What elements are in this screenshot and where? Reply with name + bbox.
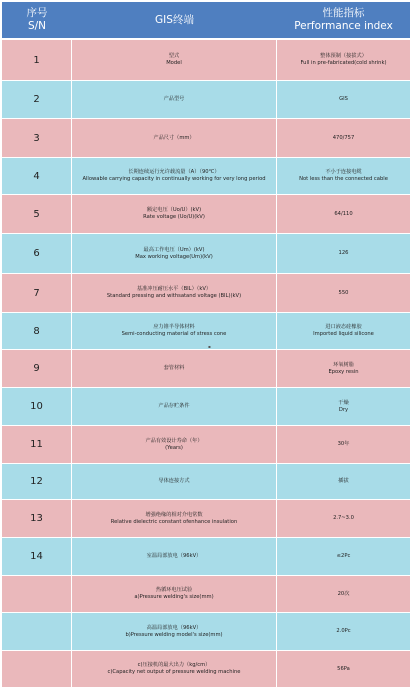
row-value <box>277 195 410 233</box>
value-line-1: 470/757 <box>332 134 355 141</box>
row-value <box>277 350 410 387</box>
item-en: Allowable carrying capacity in continually working for very long period <box>82 176 266 182</box>
row-item <box>72 313 277 349</box>
value-line-1: 550 <box>338 289 349 296</box>
table-header <box>2 2 410 38</box>
row-number: 4 <box>2 158 72 194</box>
value-line-1: ≤2Pc <box>336 553 351 559</box>
item-en: Model <box>166 60 182 66</box>
row-item <box>72 350 277 387</box>
row-value <box>277 158 410 194</box>
item-cn: 导体连接方式 <box>158 478 190 484</box>
value-line-1: 126 <box>338 250 349 256</box>
row-item <box>72 388 277 425</box>
header-item <box>72 2 277 38</box>
row-item <box>72 274 277 312</box>
table-row <box>2 463 410 499</box>
row-number: 5 <box>2 195 72 233</box>
row-value <box>277 40 410 80</box>
item-en: Semi-conducting material of stress cone <box>121 331 227 337</box>
table-row <box>2 273 410 312</box>
row-number: 1 <box>2 40 72 80</box>
row-number <box>2 651 72 687</box>
row-number: 13 <box>2 500 72 537</box>
item-cn: 产品存贮条件 <box>158 403 190 409</box>
value-line-1: 30年 <box>337 441 350 447</box>
item-en: Max working voltage(Um)(kV) <box>135 253 213 260</box>
row-number <box>2 576 72 612</box>
value-line-2: Epoxy resin <box>328 368 359 375</box>
row-value <box>277 651 410 687</box>
table-row <box>2 118 410 157</box>
row-number: 8 <box>2 313 72 349</box>
row-item <box>72 234 277 273</box>
value-line-1: 插拔 <box>338 478 349 484</box>
value-line-1: GIS <box>339 96 348 102</box>
row-number <box>2 613 72 650</box>
item-en: a)Pressure welding's size(mm) <box>134 594 214 600</box>
item-en: b)Pressure welding model's size(mm) <box>125 631 223 638</box>
item-en: Standard pressing and withsatand voltage (BIL)(kV) <box>106 293 242 299</box>
value-line-2: Dry <box>338 406 349 413</box>
row-item <box>72 40 277 80</box>
table-body <box>2 39 410 687</box>
item-cn: 基准冲压耐压水平（BIL）（kV） <box>136 286 212 292</box>
header-sn-en: S/N <box>27 20 47 32</box>
row-value <box>277 538 410 575</box>
row-item <box>72 158 277 194</box>
table-row <box>2 387 410 425</box>
row-value <box>277 388 410 425</box>
row-value <box>277 576 410 612</box>
item-en: c)Capacity net output of pressure welding machine <box>107 669 241 675</box>
item-cn: 最高工作电压（Um）(kV) <box>143 246 205 253</box>
header-performance <box>277 2 410 38</box>
item-cn: 室温局部放电（96kV） <box>146 553 202 559</box>
row-item <box>72 538 277 575</box>
table-row <box>2 312 410 349</box>
value-line-1: 56Pa <box>337 665 350 672</box>
item-cn: 套管材料 <box>163 365 185 371</box>
row-item <box>72 119 277 157</box>
value-line-2: Full in pre-fabricated(cold shrink) <box>300 60 387 66</box>
value-line-1: 2.0Pc <box>336 628 351 634</box>
row-number: 10 <box>2 388 72 425</box>
table-row <box>2 157 410 194</box>
row-value <box>277 613 410 650</box>
table-row <box>2 575 410 612</box>
row-item <box>72 464 277 499</box>
table-row <box>2 650 410 687</box>
item-cn: 热循环电压试验 <box>155 587 193 593</box>
value-line-1: 干燥 <box>338 399 349 406</box>
row-number: 12 <box>2 464 72 499</box>
header-item-label: GIS终端 <box>155 13 194 26</box>
value-line-2: Imported liquid silicone <box>313 331 374 337</box>
row-value <box>277 313 410 349</box>
item-cn: 产品型号 <box>163 96 185 102</box>
row-item <box>72 576 277 612</box>
spec-table <box>2 2 410 675</box>
value-line-1: 64/110 <box>334 210 353 217</box>
row-value <box>277 500 410 537</box>
row-item <box>72 651 277 687</box>
table-row <box>2 80 410 118</box>
item-cn: 产品尺寸（mm） <box>153 134 195 141</box>
row-value <box>277 81 410 118</box>
row-item <box>72 426 277 463</box>
row-number: 6 <box>2 234 72 273</box>
row-value <box>277 274 410 312</box>
row-item <box>72 81 277 118</box>
value-line-1: 整体预制（接拔式） <box>320 53 367 59</box>
value-line-1: 环氧树脂 <box>333 361 354 368</box>
value-line-2: Not less than the connected cable <box>299 176 388 182</box>
item-cn: 额定电压（Uo/U）(kV) <box>146 207 202 213</box>
stray-dot: ▪ <box>208 344 211 349</box>
item-cn: 型式 <box>168 53 180 59</box>
value-line-1: 不小于连接电缆 <box>325 169 362 175</box>
table-row <box>2 425 410 463</box>
item-cn: 高温局部放电（96kV） <box>146 624 202 631</box>
row-number: 11 <box>2 426 72 463</box>
header-perf-en: Performance index <box>294 20 393 32</box>
item-cn: 产品有效设计寿命（年） <box>145 437 203 444</box>
item-en: Relative dielectric constant ofenhance insulation <box>110 518 238 525</box>
table-row <box>2 194 410 233</box>
header-perf-cn: 性能指标 <box>322 7 365 19</box>
table-row <box>2 612 410 650</box>
item-en: Rate voltage (Uo/U)(kV) <box>143 214 205 220</box>
row-number: 7 <box>2 274 72 312</box>
row-value <box>277 119 410 157</box>
header-sn-cn: 序号 <box>26 7 48 19</box>
header-sn <box>2 2 72 38</box>
row-number: 14 <box>2 538 72 575</box>
row-value <box>277 234 410 273</box>
row-item <box>72 613 277 650</box>
row-number: 2 <box>2 81 72 118</box>
row-number: 9 <box>2 350 72 387</box>
table-row <box>2 537 410 575</box>
item-cn: c)压接机的最大出力（kg/cm） <box>137 662 211 668</box>
table-row <box>2 233 410 273</box>
row-value <box>277 464 410 499</box>
row-item <box>72 500 277 537</box>
table-row <box>2 39 410 80</box>
item-cn: 长期连续运行允许载流量（A）（90℃） <box>128 169 220 175</box>
value-line-1: 2.7~3.0 <box>333 515 354 521</box>
table-row <box>2 349 410 387</box>
value-line-1: 20次 <box>337 590 350 597</box>
row-value <box>277 426 410 463</box>
item-cn: 应力锥半导体材料 <box>153 324 195 330</box>
row-number: 3 <box>2 119 72 157</box>
value-line-1: 进口液态硅橡胶 <box>325 324 362 330</box>
table-row <box>2 499 410 537</box>
item-cn: 增强绝缘的相对介电常数 <box>145 511 203 518</box>
item-en: (Years) <box>165 444 183 451</box>
row-item <box>72 195 277 233</box>
